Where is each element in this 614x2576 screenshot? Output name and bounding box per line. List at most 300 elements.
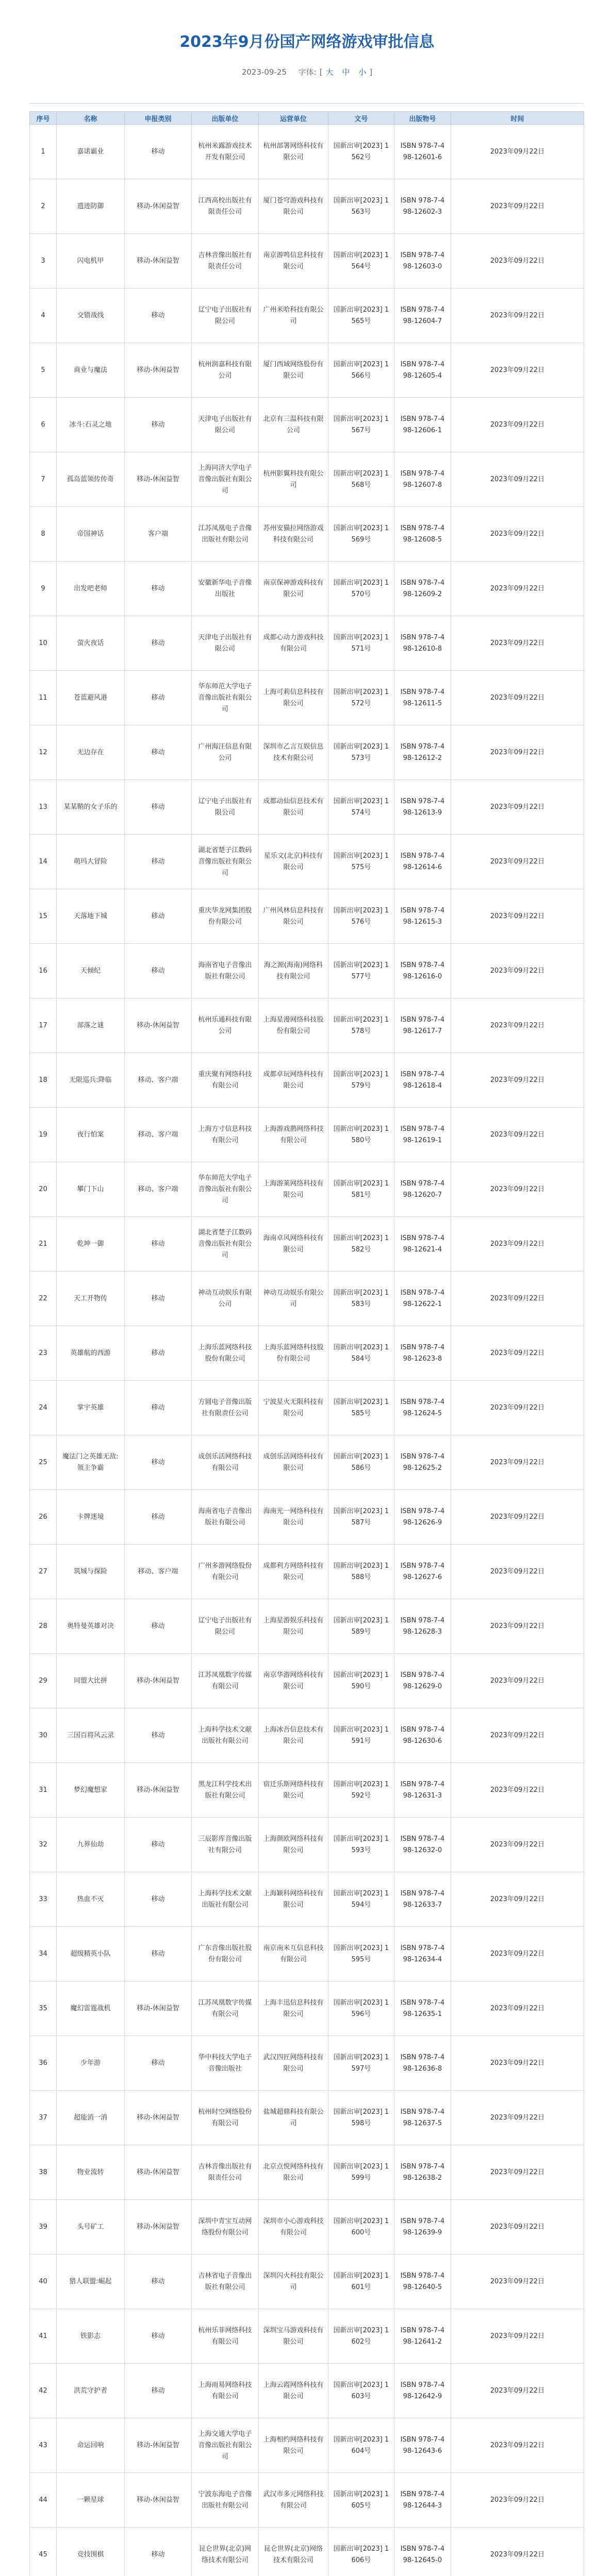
approval-table [29, 111, 584, 2576]
cell-name: 九界仙劫 [57, 1818, 125, 1872]
cell-name: 竞技围棋 [57, 2528, 125, 2576]
cell-index: 32 [30, 1818, 57, 1872]
cell-index: 6 [30, 398, 57, 452]
cell-operator: 成都卓玩网络科技有限公司 [259, 1053, 328, 1108]
cell-name: 帝国神话 [57, 507, 125, 562]
cell-name: 洪荒守护者 [57, 2364, 125, 2418]
cell-operator: 上海丰迅信息科技有限公司 [259, 1981, 328, 2036]
cell-index: 39 [30, 2200, 57, 2255]
cell-approval-no: 国新出审[2023] 1572号 [328, 671, 394, 725]
cell-operator: 盐城超鼎科技有限公司 [259, 2091, 328, 2145]
table-row [30, 1053, 584, 1108]
cell-name: 萌玛大冒险 [57, 835, 125, 889]
cell-isbn: ISBN 978-7-498-12627-6 [394, 1545, 451, 1599]
cell-name: 猎人联盟:崛起 [57, 2255, 125, 2309]
cell-index: 44 [30, 2473, 57, 2528]
table-row [30, 2309, 584, 2364]
cell-publisher: 三辰影库音像出版社有限公司 [192, 1818, 259, 1872]
cell-operator: 杭州影翼科技有限公司 [259, 452, 328, 507]
divider [29, 103, 584, 104]
cell-operator: 深圳宝马游戏科技有限公司 [259, 2309, 328, 2364]
cell-publisher: 广东音像出版社股份有限公司 [192, 1927, 259, 1981]
cell-name: 英雄航的西游 [57, 1326, 125, 1381]
cell-date: 2023年09月22日 [451, 562, 584, 616]
cell-name: 嘉诺霸业 [57, 125, 125, 179]
cell-date: 2023年09月22日 [451, 2255, 584, 2309]
cell-publisher: 广州多游网络股份有限公司 [192, 1545, 259, 1599]
cell-name: 交错战线 [57, 289, 125, 343]
cell-category: 移动 [125, 889, 192, 944]
cell-publisher: 华东师范大学电子音像出版社有限公司 [192, 1162, 259, 1217]
cell-index: 4 [30, 289, 57, 343]
cell-category: 移动 [125, 2364, 192, 2418]
cell-category: 移动-休闲益智 [125, 2200, 192, 2255]
cell-approval-no: 国新出审[2023] 1597号 [328, 2036, 394, 2091]
cell-approval-no: 国新出审[2023] 1564号 [328, 234, 394, 289]
cell-index: 27 [30, 1545, 57, 1599]
cell-operator: 上海云霞网络科技有限公司 [259, 2364, 328, 2418]
cell-category: 移动 [125, 1435, 192, 1490]
cell-name: 天落地下城 [57, 889, 125, 944]
cell-publisher: 海南省电子音像出版社有限公司 [192, 944, 259, 998]
cell-approval-no: 国新出审[2023] 1565号 [328, 289, 394, 343]
cell-approval-no: 国新出审[2023] 1601号 [328, 2255, 394, 2309]
cell-category: 移动-休闲益智 [125, 1981, 192, 2036]
cell-date: 2023年09月22日 [451, 835, 584, 889]
cell-approval-no: 国新出审[2023] 1588号 [328, 1545, 394, 1599]
cell-date: 2023年09月22日 [451, 507, 584, 562]
table-row [30, 2255, 584, 2309]
cell-publisher: 辽宁电子出版社有限公司 [192, 289, 259, 343]
cell-index: 36 [30, 2036, 57, 2091]
table-row [30, 780, 584, 835]
cell-publisher: 深圳中青宝互动网络股份有限公司 [192, 2200, 259, 2255]
cell-operator: 上海游戏鹊网络科技有限公司 [259, 1108, 328, 1162]
table-row [30, 1708, 584, 1763]
cell-approval-no: 国新出审[2023] 1589号 [328, 1599, 394, 1654]
cell-category: 移动、客户端 [125, 1053, 192, 1108]
cell-isbn: ISBN 978-7-498-12608-5 [394, 507, 451, 562]
cell-isbn: ISBN 978-7-498-12633-7 [394, 1872, 451, 1927]
cell-date: 2023年09月22日 [451, 125, 584, 179]
cell-approval-no: 国新出审[2023] 1577号 [328, 944, 394, 998]
cell-publisher: 湖北省楚子江数码音像出版社有限公司 [192, 1217, 259, 1272]
cell-index: 15 [30, 889, 57, 944]
table-row [30, 2473, 584, 2528]
cell-publisher: 杭州乐菲网络科技有限公司 [192, 2309, 259, 2364]
cell-index: 1 [30, 125, 57, 179]
table-row [30, 725, 584, 780]
cell-isbn: ISBN 978-7-498-12631-3 [394, 1763, 451, 1818]
cell-date: 2023年09月22日 [451, 1599, 584, 1654]
cell-publisher: 江苏凤凰数字传媒有限公司 [192, 1654, 259, 1708]
cell-isbn: ISBN 978-7-498-12638-2 [394, 2145, 451, 2200]
cell-date: 2023年09月22日 [451, 1763, 584, 1818]
cell-index: 22 [30, 1272, 57, 1326]
cell-operator: 深圳市小心游戏科技有限公司 [259, 2200, 328, 2255]
table-row [30, 671, 584, 725]
cell-publisher: 重庆华龙网集团股份有限公司 [192, 889, 259, 944]
col-header-date: 时间 [451, 112, 584, 125]
cell-index: 24 [30, 1381, 57, 1435]
cell-approval-no: 国新出审[2023] 1562号 [328, 125, 394, 179]
table-row [30, 179, 584, 234]
table-row [30, 2145, 584, 2200]
cell-name: 魔法门之英雄无敌:领主争霸 [57, 1435, 125, 1490]
cell-category: 移动 [125, 2528, 192, 2576]
cell-isbn: ISBN 978-7-498-12642-9 [394, 2364, 451, 2418]
cell-approval-no: 国新出审[2023] 1590号 [328, 1654, 394, 1708]
col-header-publisher: 出版单位 [192, 112, 259, 125]
cell-index: 33 [30, 1872, 57, 1927]
table-row [30, 507, 584, 562]
cell-date: 2023年09月22日 [451, 889, 584, 944]
cell-date: 2023年09月22日 [451, 616, 584, 671]
cell-isbn: ISBN 978-7-498-12622-1 [394, 1272, 451, 1326]
cell-category: 移动 [125, 125, 192, 179]
cell-index: 10 [30, 616, 57, 671]
cell-isbn: ISBN 978-7-498-12620-7 [394, 1162, 451, 1217]
cell-operator: 上海可莉信息科技有限公司 [259, 671, 328, 725]
cell-index: 13 [30, 780, 57, 835]
cell-publisher: 辽宁电子出版社有限公司 [192, 780, 259, 835]
cell-approval-no: 国新出审[2023] 1598号 [328, 2091, 394, 2145]
table-row [30, 1872, 584, 1927]
cell-category: 客户端 [125, 507, 192, 562]
cell-isbn: ISBN 978-7-498-12610-8 [394, 616, 451, 671]
cell-publisher: 吉林音像出版社有限责任公司 [192, 2145, 259, 2200]
cell-name: 天工开物传 [57, 1272, 125, 1326]
cell-index: 37 [30, 2091, 57, 2145]
cell-date: 2023年09月22日 [451, 2036, 584, 2091]
cell-name: 超级精英小队 [57, 1927, 125, 1981]
cell-name: 掌宇英雄 [57, 1381, 125, 1435]
cell-category: 移动-休闲益智 [125, 234, 192, 289]
cell-operator: 南京保神游戏科技有限公司 [259, 562, 328, 616]
cell-category: 移动、客户端 [125, 1162, 192, 1217]
cell-operator: 北京有三温科技有限公司 [259, 398, 328, 452]
cell-index: 16 [30, 944, 57, 998]
cell-publisher: 宁波东海电子音像出版社有限公司 [192, 2473, 259, 2528]
cell-name: 出发吧老师 [57, 562, 125, 616]
cell-approval-no: 国新出审[2023] 1580号 [328, 1108, 394, 1162]
cell-name: 命运回响 [57, 2418, 125, 2473]
cell-isbn: ISBN 978-7-498-12611-5 [394, 671, 451, 725]
table-row [30, 2364, 584, 2418]
cell-isbn: ISBN 978-7-498-12637-5 [394, 2091, 451, 2145]
font-size-label: 字体: [298, 67, 317, 77]
cell-publisher: 吉林音像出版社有限责任公司 [192, 234, 259, 289]
cell-category: 移动 [125, 1272, 192, 1326]
cell-category: 移动、客户端 [125, 1108, 192, 1162]
cell-publisher: 安徽新华电子音像出版社 [192, 562, 259, 616]
cell-index: 3 [30, 234, 57, 289]
cell-publisher: 湖北省楚子江数码音像出版社有限公司 [192, 835, 259, 889]
page-title: 2023年9月份国产网络游戏审批信息 [179, 33, 435, 51]
cell-index: 25 [30, 1435, 57, 1490]
table-row [30, 289, 584, 343]
cell-isbn: ISBN 978-7-498-12640-5 [394, 2255, 451, 2309]
cell-index: 17 [30, 998, 57, 1053]
cell-name: 部落之谜 [57, 998, 125, 1053]
cell-operator: 海南卓风网络科技有限公司 [259, 1217, 328, 1272]
cell-approval-no: 国新出审[2023] 1606号 [328, 2528, 394, 2576]
cell-date: 2023年09月22日 [451, 1162, 584, 1217]
cell-index: 18 [30, 1053, 57, 1108]
cell-publisher: 重庆聚有网络科技有限公司 [192, 1053, 259, 1108]
table-header-row [30, 112, 584, 125]
cell-index: 14 [30, 835, 57, 889]
cell-index: 26 [30, 1490, 57, 1545]
cell-approval-no: 国新出审[2023] 1571号 [328, 616, 394, 671]
cell-isbn: ISBN 978-7-498-12614-6 [394, 835, 451, 889]
table-row [30, 835, 584, 889]
table-row [30, 2200, 584, 2255]
cell-name: 物业流转 [57, 2145, 125, 2200]
font-size-big[interactable]: 大 [325, 67, 334, 77]
cell-index: 11 [30, 671, 57, 725]
cell-name: 超能消一消 [57, 2091, 125, 2145]
cell-index: 41 [30, 2309, 57, 2364]
table-row [30, 1818, 584, 1872]
cell-name: 热血不灭 [57, 1872, 125, 1927]
cell-name: 无边存在 [57, 725, 125, 780]
cell-isbn: ISBN 978-7-498-12605-4 [394, 343, 451, 398]
cell-index: 40 [30, 2255, 57, 2309]
cell-operator: 上海颖科网络科技有限公司 [259, 1872, 328, 1927]
cell-approval-no: 国新出审[2023] 1573号 [328, 725, 394, 780]
cell-operator: 武汉四匠网络科技有限公司 [259, 2036, 328, 2091]
cell-index: 5 [30, 343, 57, 398]
table-row [30, 1545, 584, 1599]
cell-isbn: ISBN 978-7-498-12612-2 [394, 725, 451, 780]
cell-operator: 成都心动力游戏科技有限公司 [259, 616, 328, 671]
cell-date: 2023年09月22日 [451, 1490, 584, 1545]
cell-date: 2023年09月22日 [451, 2473, 584, 2528]
cell-publisher: 方圆电子音像出版社有限责任公司 [192, 1381, 259, 1435]
table-row [30, 1599, 584, 1654]
table-row [30, 616, 584, 671]
table-row [30, 343, 584, 398]
cell-date: 2023年09月22日 [451, 1545, 584, 1599]
font-size-small[interactable]: 小 [358, 67, 367, 77]
table-row [30, 1217, 584, 1272]
table-row [30, 1381, 584, 1435]
cell-operator: 南京华游网络科技有限公司 [259, 1654, 328, 1708]
cell-publisher: 广州海汪信息有限公司 [192, 725, 259, 780]
cell-category: 移动-休闲益智 [125, 1763, 192, 1818]
cell-approval-no: 国新出审[2023] 1582号 [328, 1217, 394, 1272]
cell-name: 一颗星球 [57, 2473, 125, 2528]
table-row [30, 1435, 584, 1490]
cell-isbn: ISBN 978-7-498-12615-3 [394, 889, 451, 944]
cell-operator: 上海颜欧网络科技有限公司 [259, 1818, 328, 1872]
cell-approval-no: 国新出审[2023] 1566号 [328, 343, 394, 398]
cell-category: 移动-休闲益智 [125, 2091, 192, 2145]
cell-date: 2023年09月22日 [451, 1381, 584, 1435]
cell-publisher: 上海科学技术文献出版社有限公司 [192, 1872, 259, 1927]
cell-approval-no: 国新出审[2023] 1578号 [328, 998, 394, 1053]
cell-date: 2023年09月22日 [451, 289, 584, 343]
cell-isbn: ISBN 978-7-498-12645-0 [394, 2528, 451, 2576]
cell-publisher: 天津电子出版社有限公司 [192, 398, 259, 452]
col-header-name: 名称 [57, 112, 125, 125]
cell-isbn: ISBN 978-7-498-12639-9 [394, 2200, 451, 2255]
cell-category: 移动 [125, 1381, 192, 1435]
table-row [30, 2528, 584, 2576]
table-row [30, 1981, 584, 2036]
cell-isbn: ISBN 978-7-498-12629-0 [394, 1654, 451, 1708]
col-header-index: 序号 [30, 112, 57, 125]
cell-operator: 成创乐活网络科技有限公司 [259, 1435, 328, 1490]
cell-publisher: 江苏凤凰数字传媒有限公司 [192, 1981, 259, 2036]
table-row [30, 125, 584, 179]
cell-date: 2023年09月22日 [451, 1217, 584, 1272]
cell-index: 12 [30, 725, 57, 780]
cell-name: 商业与魔法 [57, 343, 125, 398]
cell-name: 筑城与探险 [57, 1545, 125, 1599]
cell-name: 梦幻魔想家 [57, 1763, 125, 1818]
cell-index: 34 [30, 1927, 57, 1981]
cell-operator: 南京南米互信息科技有限公司 [259, 1927, 328, 1981]
cell-category: 移动、客户端 [125, 1545, 192, 1599]
cell-date: 2023年09月22日 [451, 944, 584, 998]
cell-category: 移动-休闲益智 [125, 179, 192, 234]
cell-operator: 广州风林信息科技有限公司 [259, 889, 328, 944]
cell-name: 萤火夜话 [57, 616, 125, 671]
cell-isbn: ISBN 978-7-498-12603-0 [394, 234, 451, 289]
cell-publisher: 杭州米露游戏技术开发有限公司 [192, 125, 259, 179]
table-row [30, 452, 584, 507]
cell-operator: 成都利方网络科技有限公司 [259, 1545, 328, 1599]
table-row [30, 1490, 584, 1545]
cell-category: 移动 [125, 398, 192, 452]
cell-category: 移动 [125, 780, 192, 835]
cell-date: 2023年09月22日 [451, 2528, 584, 2576]
cell-date: 2023年09月22日 [451, 1981, 584, 2036]
cell-publisher: 成创乐活网络科技有限公司 [192, 1435, 259, 1490]
cell-approval-no: 国新出审[2023] 1592号 [328, 1763, 394, 1818]
cell-publisher: 上海交通大学电子音像出版社有限公司 [192, 2418, 259, 2473]
cell-category: 移动 [125, 1599, 192, 1654]
col-header-operator: 运营单位 [259, 112, 328, 125]
cell-index: 45 [30, 2528, 57, 2576]
cell-name: 遗迹防御 [57, 179, 125, 234]
publish-date: 2023-09-25 [241, 67, 287, 77]
cell-isbn: ISBN 978-7-498-12632-0 [394, 1818, 451, 1872]
cell-publisher: 上海科学技术文献出版社有限公司 [192, 1708, 259, 1763]
cell-approval-no: 国新出审[2023] 1604号 [328, 2418, 394, 2473]
cell-name: 夜行怕案 [57, 1108, 125, 1162]
cell-operator: 广州米哈科技有限公司 [259, 289, 328, 343]
cell-name: 铁影志 [57, 2309, 125, 2364]
cell-category: 移动-休闲益智 [125, 2473, 192, 2528]
col-header-isbn: 出版物号 [394, 112, 451, 125]
cell-operator: 成都动仙信息技术有限公司 [259, 780, 328, 835]
cell-category: 移动 [125, 2309, 192, 2364]
cell-approval-no: 国新出审[2023] 1563号 [328, 179, 394, 234]
cell-category: 移动-休闲益智 [125, 1654, 192, 1708]
cell-publisher: 黑龙江科学技术出版社有限公司 [192, 1763, 259, 1818]
cell-date: 2023年09月22日 [451, 780, 584, 835]
cell-category: 移动 [125, 616, 192, 671]
cell-date: 2023年09月22日 [451, 998, 584, 1053]
cell-category: 移动 [125, 2255, 192, 2309]
cell-category: 移动 [125, 2036, 192, 2091]
cell-category: 移动-休闲益智 [125, 2145, 192, 2200]
cell-index: 2 [30, 179, 57, 234]
table-row [30, 944, 584, 998]
table-row [30, 1763, 584, 1818]
cell-operator: 海南光一网络科技有限公司 [259, 1490, 328, 1545]
cell-approval-no: 国新出审[2023] 1568号 [328, 452, 394, 507]
cell-approval-no: 国新出审[2023] 1575号 [328, 835, 394, 889]
cell-index: 42 [30, 2364, 57, 2418]
cell-approval-no: 国新出审[2023] 1603号 [328, 2364, 394, 2418]
cell-index: 29 [30, 1654, 57, 1708]
table-row [30, 2418, 584, 2473]
cell-isbn: ISBN 978-7-498-12625-2 [394, 1435, 451, 1490]
cell-category: 移动 [125, 1818, 192, 1872]
cell-publisher: 海南省电子音像出版社有限公司 [192, 1490, 259, 1545]
cell-approval-no: 国新出审[2023] 1581号 [328, 1162, 394, 1217]
cell-isbn: ISBN 978-7-498-12616-0 [394, 944, 451, 998]
cell-date: 2023年09月22日 [451, 2364, 584, 2418]
cell-date: 2023年09月22日 [451, 1654, 584, 1708]
cell-operator: 海之源(海南)网络科技有限公司 [259, 944, 328, 998]
cell-isbn: ISBN 978-7-498-12643-6 [394, 2418, 451, 2473]
cell-approval-no: 国新出审[2023] 1599号 [328, 2145, 394, 2200]
cell-approval-no: 国新出审[2023] 1587号 [328, 1490, 394, 1545]
table-row [30, 1162, 584, 1217]
cell-isbn: ISBN 978-7-498-12635-1 [394, 1981, 451, 2036]
cell-approval-no: 国新出审[2023] 1574号 [328, 780, 394, 835]
cell-category: 移动 [125, 1490, 192, 1545]
cell-name: 天倾纪 [57, 944, 125, 998]
cell-date: 2023年09月22日 [451, 398, 584, 452]
cell-index: 9 [30, 562, 57, 616]
cell-date: 2023年09月22日 [451, 1927, 584, 1981]
cell-date: 2023年09月22日 [451, 1435, 584, 1490]
cell-name: 少年游 [57, 2036, 125, 2091]
cell-isbn: ISBN 978-7-498-12623-8 [394, 1326, 451, 1381]
cell-approval-no: 国新出审[2023] 1569号 [328, 507, 394, 562]
cell-category: 移动 [125, 725, 192, 780]
cell-isbn: ISBN 978-7-498-12607-8 [394, 452, 451, 507]
cell-name: 某某鞘的女子乐的 [57, 780, 125, 835]
cell-category: 移动-休闲益智 [125, 343, 192, 398]
cell-publisher: 华中科技大学电子音像出版社 [192, 2036, 259, 2091]
cell-approval-no: 国新出审[2023] 1586号 [328, 1435, 394, 1490]
cell-approval-no: 国新出审[2023] 1570号 [328, 562, 394, 616]
font-size-mid[interactable]: 中 [342, 67, 350, 77]
cell-isbn: ISBN 978-7-498-12602-3 [394, 179, 451, 234]
table-row [30, 2036, 584, 2091]
cell-index: 30 [30, 1708, 57, 1763]
cell-category: 移动-休闲益智 [125, 2418, 192, 2473]
cell-name: 卡牌迷境 [57, 1490, 125, 1545]
font-size-control: 字体: [ 大 中 小 ] [298, 67, 373, 77]
cell-index: 38 [30, 2145, 57, 2200]
cell-name: 苍蓝避风港 [57, 671, 125, 725]
cell-approval-no: 国新出审[2023] 1596号 [328, 1981, 394, 2036]
cell-name: 攀门下山 [57, 1162, 125, 1217]
cell-publisher: 神动互动娱乐有限公司 [192, 1272, 259, 1326]
cell-isbn: ISBN 978-7-498-12617-7 [394, 998, 451, 1053]
cell-operator: 昆仑世界(北京)网络技术有限公司 [259, 2528, 328, 2576]
cell-approval-no: 国新出审[2023] 1595号 [328, 1927, 394, 1981]
cell-date: 2023年09月22日 [451, 1872, 584, 1927]
